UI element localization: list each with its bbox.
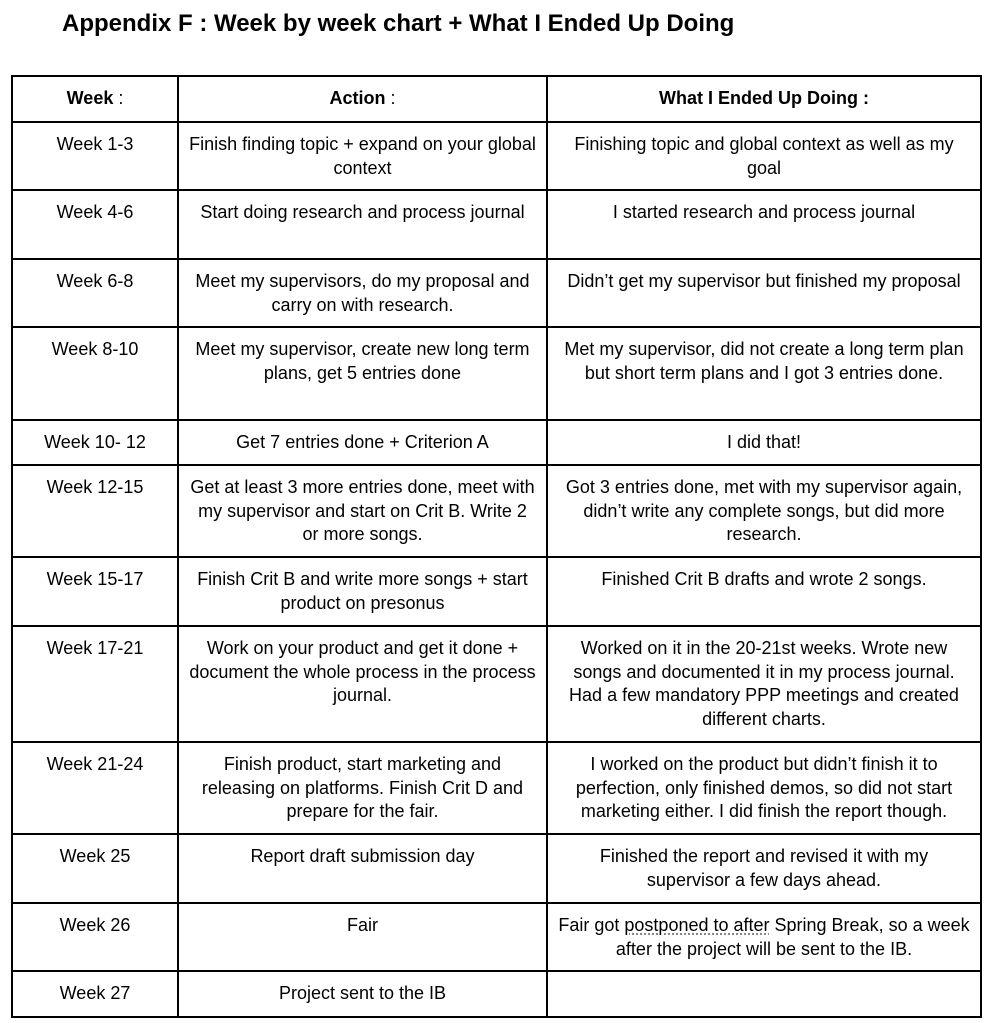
table-row (12, 420, 981, 465)
header-week-colon: : (113, 88, 124, 109)
table-row (12, 742, 981, 834)
done-cell: I started research and process journal (547, 190, 981, 259)
week-cell: Week 21-24 (12, 742, 178, 834)
spellcheck-underlined-text: postponed to after (624, 915, 770, 935)
week-cell: Week 10- 12 (12, 420, 178, 465)
week-cell: Week 15-17 (12, 557, 178, 626)
week-cell: Week 12-15 (12, 465, 178, 557)
action-cell: Get 7 entries done + Criterion A (178, 420, 547, 465)
action-cell: Finish Crit B and write more songs + start product on presonus (178, 557, 547, 626)
action-cell: Start doing research and process journal (178, 190, 547, 259)
done-cell: Finishing topic and global context as well as my goal (547, 122, 981, 190)
action-cell: Meet my supervisor, create new long term plans, get 5 entries done (178, 327, 547, 420)
done-cell: Got 3 entries done, met with my supervisor again, didn’t write any complete songs, but did more research. (547, 465, 981, 557)
action-cell: Project sent to the IB (178, 971, 547, 1017)
header-row (12, 76, 981, 122)
done-cell (547, 971, 981, 1017)
week-cell: Week 17-21 (12, 626, 178, 742)
table-row (12, 259, 981, 327)
action-cell: Fair (178, 903, 547, 971)
table-row (12, 327, 981, 420)
header-week-label: Week (66, 88, 114, 109)
week-cell: Week 4-6 (12, 190, 178, 259)
table-row (12, 834, 981, 903)
done-cell: I did that! (547, 420, 981, 465)
week-cell: Week 8-10 (12, 327, 178, 420)
week-cell: Week 26 (12, 903, 178, 971)
done-cell: Worked on it in the 20-21st weeks. Wrote new songs and documented it in my process journal. Had a few mandatory PPP meetings and created different charts. (547, 626, 981, 742)
done-text-end: Spring Break, so a week after the project will be sent to the IB. (615, 915, 970, 959)
week-cell: Week 25 (12, 834, 178, 903)
header-action (178, 76, 547, 122)
action-cell: Report draft submission day (178, 834, 547, 903)
done-cell (547, 903, 981, 971)
table-row (12, 465, 981, 557)
done-cell: Finished the report and revised it with my supervisor a few days ahead. (547, 834, 981, 903)
week-cell: Week 1-3 (12, 122, 178, 190)
week-by-week-table (11, 75, 982, 1018)
table-row (12, 557, 981, 626)
page-title: Appendix F : Week by week chart + What I Ended Up Doing (62, 10, 735, 37)
done-cell: I worked on the product but didn’t finish it to perfection, only finished demos, so did not start marketing either. I did finish the report though. (547, 742, 981, 834)
action-cell: Work on your product and get it done + document the whole process in the process journal. (178, 626, 547, 742)
table-row (12, 122, 981, 190)
done-cell: Didn’t get my supervisor but finished my proposal (547, 259, 981, 327)
done-cell: Met my supervisor, did not create a long term plan but short term plans and I got 3 entries done. (547, 327, 981, 420)
action-cell: Finish product, start marketing and releasing on platforms. Finish Crit D and prepare for the fair. (178, 742, 547, 834)
header-action-label: Action (329, 88, 386, 109)
done-text-start: Fair got (558, 915, 625, 935)
action-cell: Meet my supervisors, do my proposal and carry on with research. (178, 259, 547, 327)
header-done: What I Ended Up Doing : (547, 76, 981, 122)
header-week (12, 76, 178, 122)
action-cell: Get at least 3 more entries done, meet with my supervisor and start on Crit B. Write 2 or more songs. (178, 465, 547, 557)
week-cell: Week 27 (12, 971, 178, 1017)
week-cell: Week 6-8 (12, 259, 178, 327)
table-row (12, 626, 981, 742)
table-row (12, 903, 981, 971)
table-row (12, 971, 981, 1017)
header-action-colon: : (385, 88, 396, 109)
table-row (12, 190, 981, 259)
action-cell: Finish finding topic + expand on your global context (178, 122, 547, 190)
done-cell: Finished Crit B drafts and wrote 2 songs. (547, 557, 981, 626)
